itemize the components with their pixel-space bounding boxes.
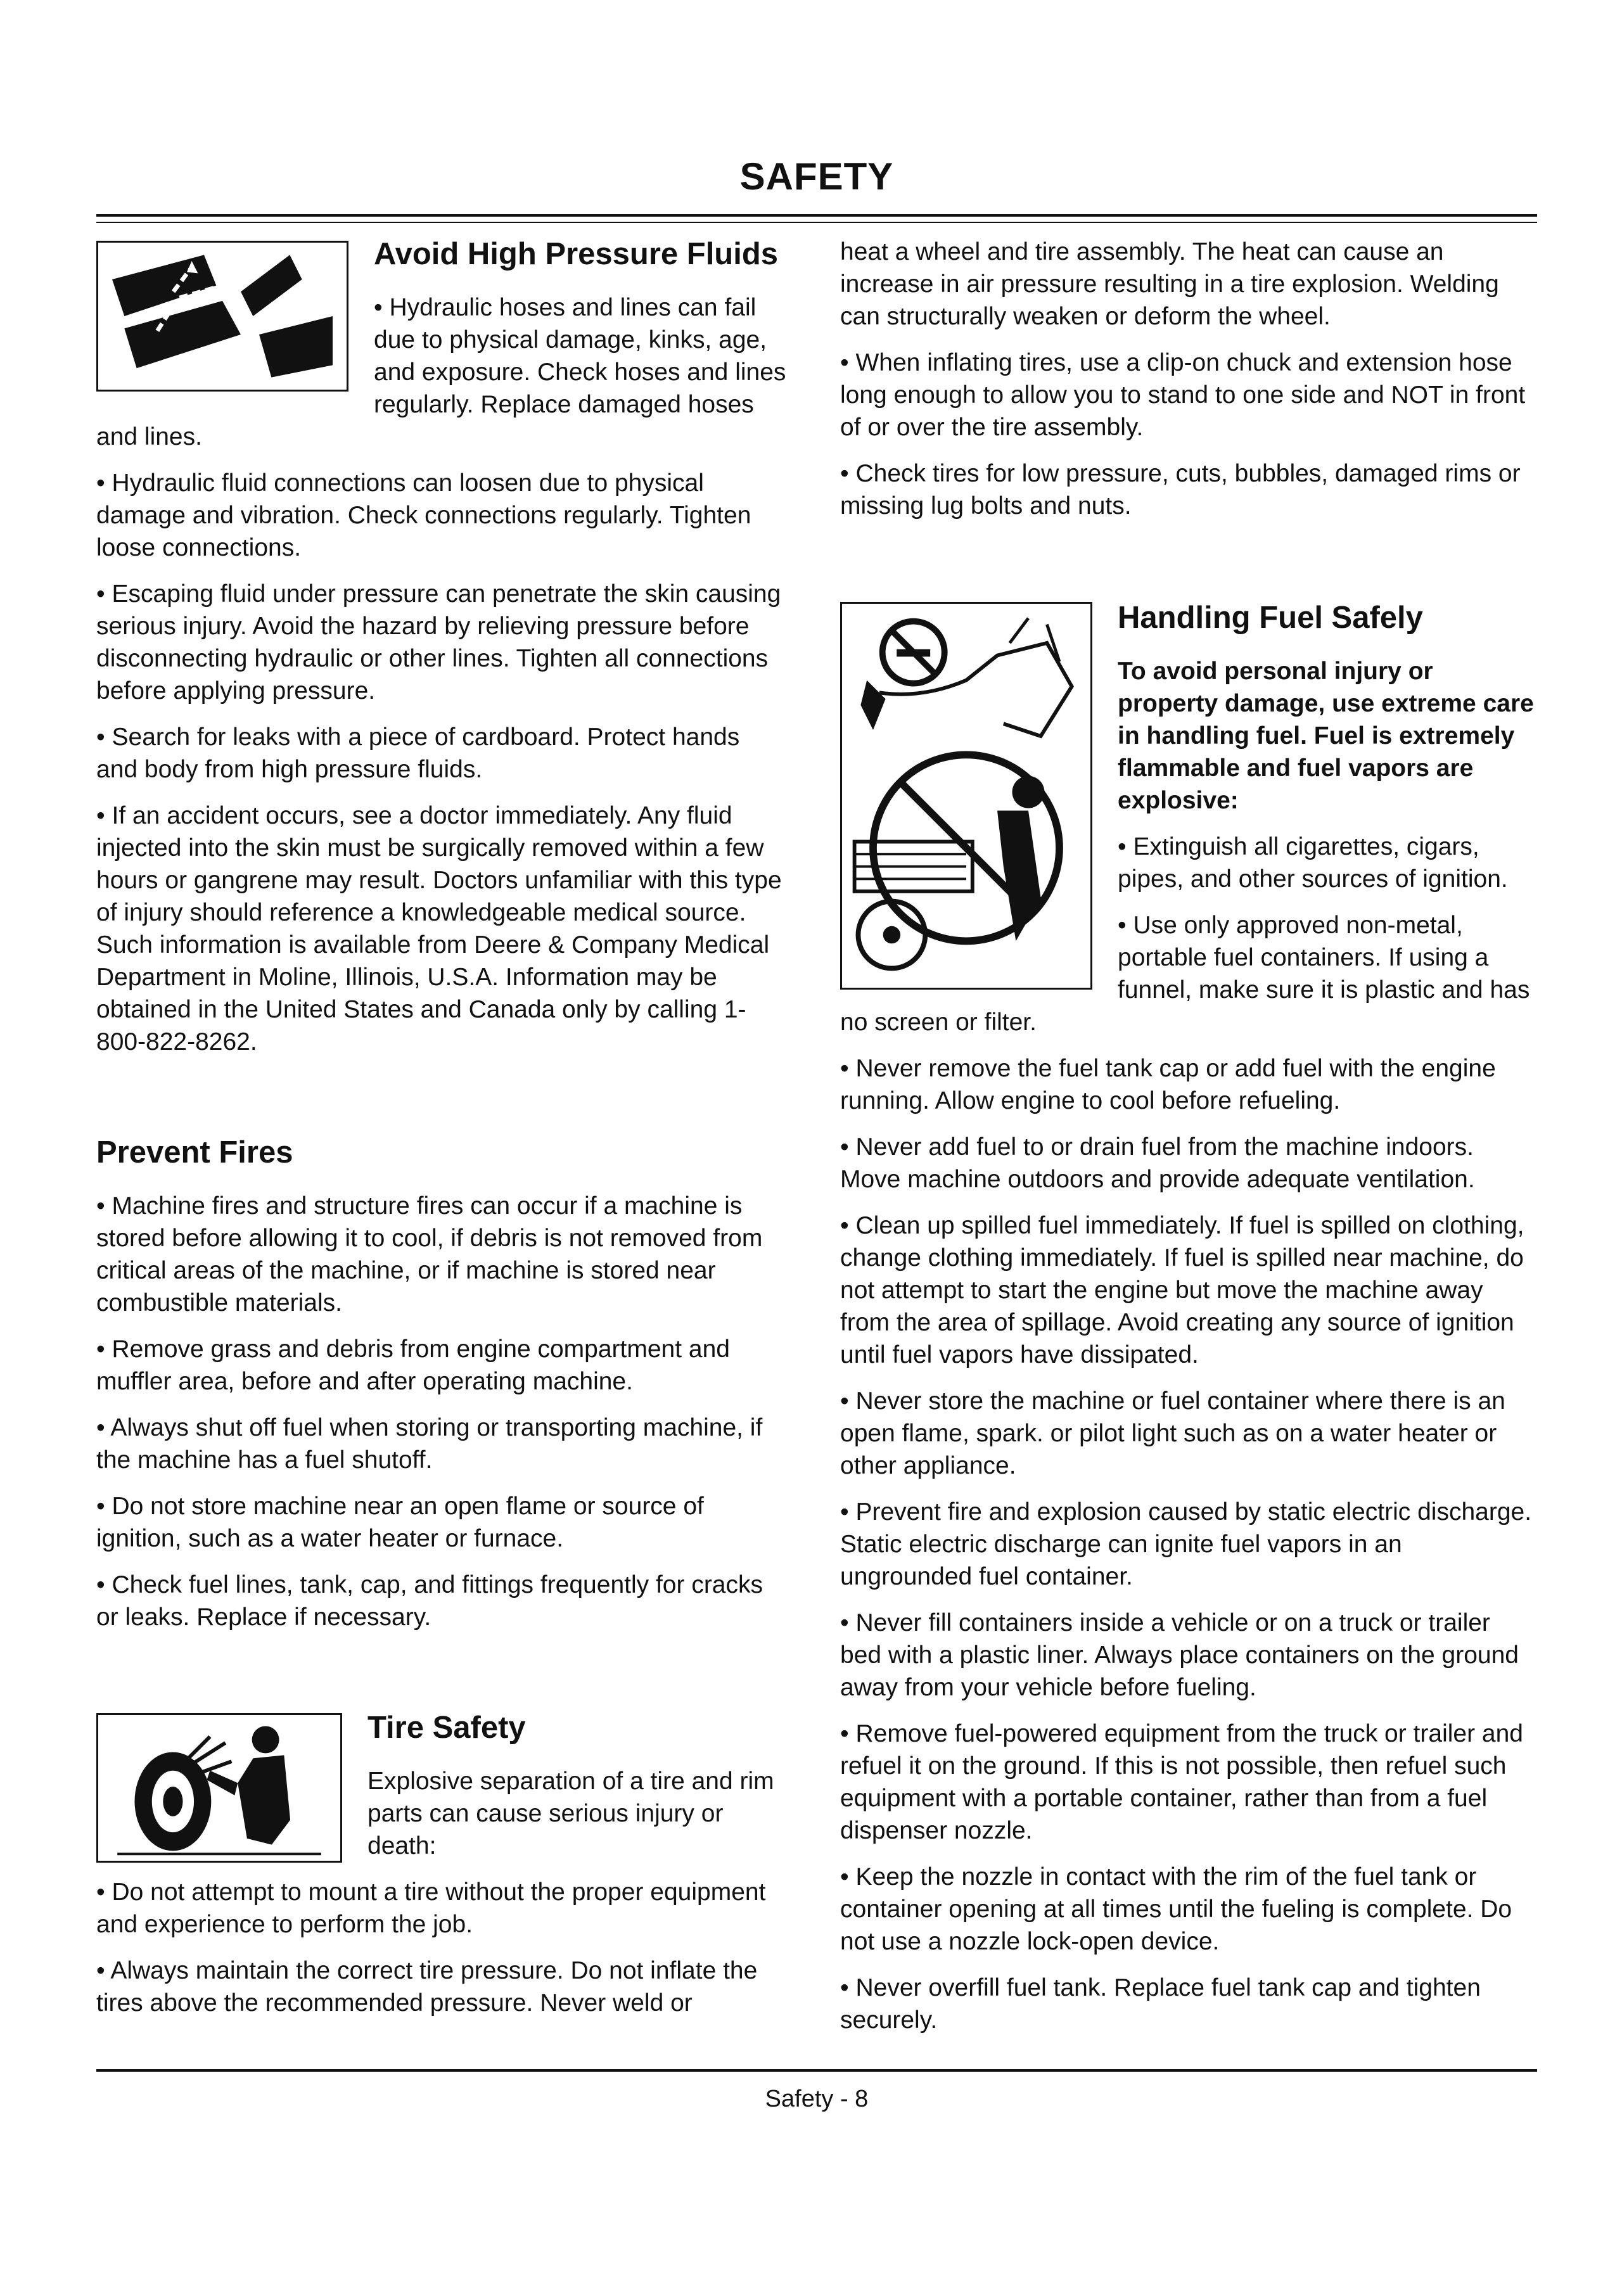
paragraph: • Hydraulic hoses and lines can fail due to physical damage, kinks, age, and exposure. Check hoses and lines regularly. Replace damaged hoses and lines. xyxy=(96,294,786,450)
paragraph: • Clean up spilled fuel immediately. If fuel is spilled on clothing, change clothing immediately. If fuel is spilled near machine, do not attempt to start the engine but move the machine away from the area of spillage. Avoid creating any source of ignition until fuel vapors have dissipated. xyxy=(840,1212,1524,1368)
left-column xyxy=(96,236,787,2033)
paragraph: • Always shut off fuel when storing or transporting machine, if the machine has a fuel shutoff. xyxy=(96,1414,763,1474)
page-number: Safety - 8 xyxy=(765,2086,869,2112)
heading-avoid-high-pressure-fluids: Avoid High Pressure Fluids xyxy=(374,237,779,271)
section-high-pressure-fluids xyxy=(96,236,787,1058)
paragraph: • Check tires for low pressure, cuts, bubbles, damaged rims or missing lug bolts and nuts. xyxy=(840,460,1521,520)
section-tire-safety xyxy=(96,1709,787,2019)
paragraph: • Never remove the fuel tank cap or add fuel with the engine running. Allow engine to cool before refueling. xyxy=(840,1055,1496,1114)
paragraph: • Always maintain the correct tire pressure. Do not inflate the tires above the recommended pressure. Never weld or xyxy=(96,1957,758,2017)
paragraph: • Do not store machine near an open flame or source of ignition, such as a water heater or furnace. xyxy=(96,1493,704,1552)
paragraph: • Never store the machine or fuel container where there is an open flame, spark. or pilot light such as on a water heater or other appliance. xyxy=(840,1387,1505,1479)
paragraph: • Check fuel lines, tank, cap, and fittings frequently for cracks or leaks. Replace if necessary. xyxy=(96,1571,763,1631)
paragraph: • Never overfill fuel tank. Replace fuel tank cap and tighten securely. xyxy=(840,1974,1481,2034)
tire-explosion-icon xyxy=(96,1713,342,1863)
section-tire-safety-continued xyxy=(840,236,1535,522)
paragraph: • Search for leaks with a piece of cardboard. Protect hands and body from high pressure fluids. xyxy=(96,724,740,783)
footer-rule xyxy=(96,2069,1537,2072)
paragraph: • If an accident occurs, see a doctor immediately. Any fluid injected into the skin must be surgically removed within a few hours or gangrene may result. Doctors unfamiliar with this type of injury should reference a knowledgeable medical source. Such information is available from Deere & Company Medical Department in Moline, Illinois, U.S.A. Information may be obtained in the United States and Canada only by calling 1-800-822-8262. xyxy=(96,802,782,1056)
high-pressure-fluid-icon xyxy=(96,241,348,392)
section-prevent-fires xyxy=(96,1134,787,1633)
section-handling-fuel-safely xyxy=(840,599,1535,2036)
paragraph: • Machine fires and structure fires can occur if a machine is stored before allowing it to cool, if debris is not removed from critical areas of the machine, or if machine is stored near combustible materials. xyxy=(96,1192,763,1317)
paragraph: heat a wheel and tire assembly. The heat can cause an increase in air pressure resulting in a tire explosion. Welding can structurally weaken or deform the wheel. xyxy=(840,238,1499,330)
page-title: SAFETY xyxy=(739,155,894,198)
paragraph: • Hydraulic fluid connections can loosen due to physical damage and vibration. Check connections regularly. Tighten loose connections. xyxy=(96,469,751,561)
heading-handling-fuel-safely: Handling Fuel Safely xyxy=(1118,601,1423,635)
right-column xyxy=(840,236,1535,2050)
warning-text: To avoid personal injury or property damage, use extreme care in handling fuel. Fuel is extremely flammable and fuel vapors are explosive: xyxy=(1118,658,1534,814)
paragraph: • Never fill containers inside a vehicle or on a truck or trailer bed with a plastic liner. Always place containers on the ground away from your vehicle before fueling. xyxy=(840,1609,1519,1701)
heading-prevent-fires: Prevent Fires xyxy=(96,1135,293,1170)
paragraph: • Use only approved non-metal, portable fuel containers. If using a funnel, make sure it is plastic and has no screen or filter. xyxy=(840,912,1530,1036)
paragraph: • Remove grass and debris from engine compartment and muffler area, before and after operating machine. xyxy=(96,1336,730,1395)
paragraph: • Remove fuel-powered equipment from the truck or trailer and refuel it on the ground. If this is not possible, then refuel such equipment with a portable container, rather than from a fuel dispenser nozzle. xyxy=(840,1720,1523,1844)
paragraph: • Escaping fluid under pressure can penetrate the skin causing serious injury. Avoid the hazard by relieving pressure before disconnecting hydraulic or other lines. Tighten all connections before applying pressure. xyxy=(96,580,781,705)
no-smoking-fuel-icon xyxy=(840,602,1092,990)
header-rule-thin xyxy=(96,222,1537,223)
paragraph: Explosive separation of a tire and rim parts can cause serious injury or death: xyxy=(367,1768,774,1859)
paragraph: • Extinguish all cigarettes, cigars, pipes, and other sources of ignition. xyxy=(1118,833,1508,893)
paragraph: • Keep the nozzle in contact with the rim of the fuel tank or container opening at all times until the fueling is complete. Do not use a nozzle lock-open device. xyxy=(840,1863,1512,1955)
paragraph: • Do not attempt to mount a tire without the proper equipment and experience to perform the job. xyxy=(96,1878,766,1938)
header-rule xyxy=(96,214,1537,217)
paragraph: • Never add fuel to or drain fuel from the machine indoors. Move machine outdoors and provide adequate ventilation. xyxy=(840,1133,1475,1193)
paragraph: • Prevent fire and explosion caused by static electric discharge. Static electric discharge can ignite fuel vapors in an ungrounded fuel container. xyxy=(840,1498,1532,1590)
paragraph: • When inflating tires, use a clip-on chuck and extension hose long enough to allow you to stand to one side and NOT in front of or over the tire assembly. xyxy=(840,349,1526,441)
heading-tire-safety: Tire Safety xyxy=(367,1711,526,1745)
